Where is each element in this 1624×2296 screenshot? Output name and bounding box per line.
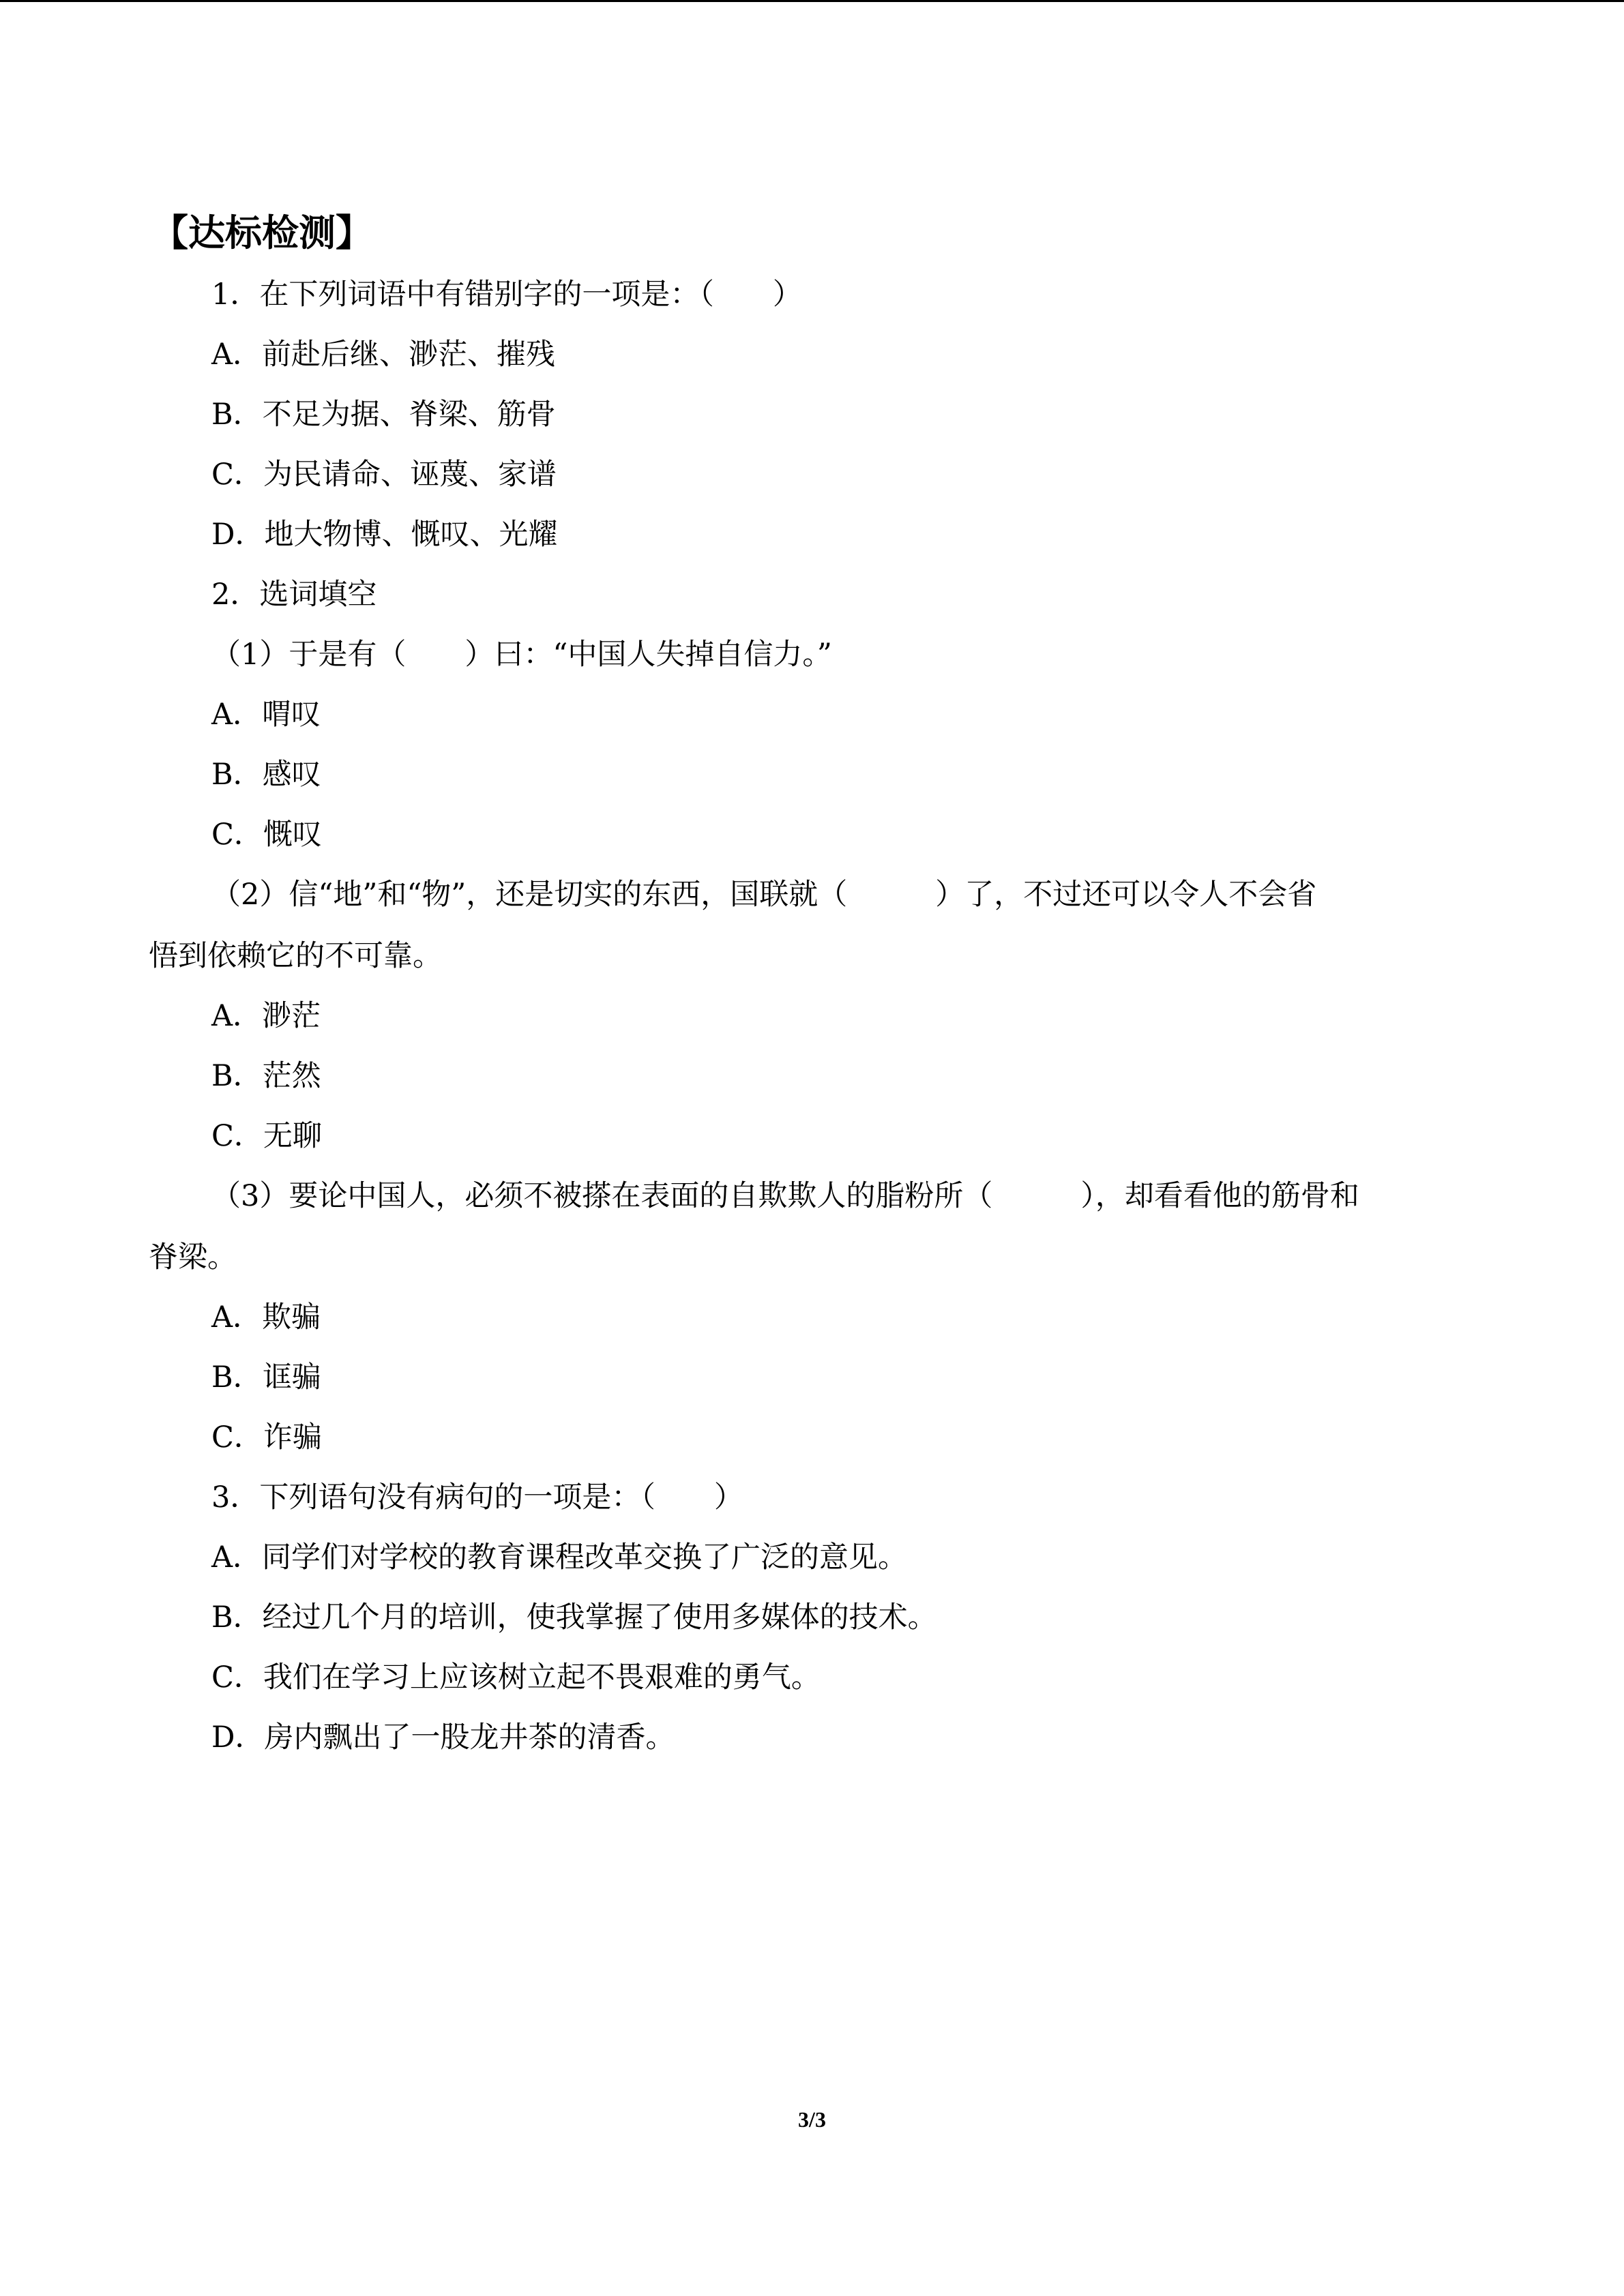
question-2-sub1-option-c: C．慨叹 bbox=[211, 818, 322, 852]
question-2-sub2-option-a: A．渺茫 bbox=[211, 999, 321, 1033]
question-2-sub3-stem-line-2: 脊梁。 bbox=[149, 1240, 237, 1274]
question-3-option-d: D．房内飘出了一股龙井茶的清香。 bbox=[211, 1720, 675, 1755]
question-1-option-c: C．为民请命、诬蔑、家谱 bbox=[211, 458, 557, 492]
question-2-sub2-stem-line-1: （2）信“地”和“物”，还是切实的东西，国联就（ ）了，不过还可以令人不会省 bbox=[211, 878, 1317, 912]
question-1-option-d: D．地大物博、慨叹、光耀 bbox=[211, 518, 558, 552]
question-2-sub1-option-b: B．感叹 bbox=[211, 758, 321, 792]
question-2-sub2-option-b: B．茫然 bbox=[211, 1059, 321, 1093]
question-2-sub3-option-c: C．诈骗 bbox=[211, 1420, 322, 1455]
question-2-stem: 2．选词填空 bbox=[211, 578, 377, 612]
question-1-option-b: B．不足为据、脊梁、筋骨 bbox=[211, 398, 556, 432]
question-2-sub3-option-b: B．诓骗 bbox=[211, 1360, 321, 1395]
question-2-sub3-option-a: A．欺骗 bbox=[211, 1300, 321, 1335]
question-2-sub1-stem: （1）于是有（ ）曰：“中国人失掉自信力。” bbox=[211, 638, 832, 672]
question-3-option-b: B．经过几个月的培训，使我掌握了使用多媒体的技术。 bbox=[211, 1600, 937, 1635]
top-border-rule bbox=[0, 0, 1624, 2]
question-2-sub1-option-a: A．喟叹 bbox=[211, 698, 321, 732]
question-1-stem: 1．在下列词语中有错别字的一项是：（ ） bbox=[211, 278, 802, 312]
question-2-sub2-stem-line-2: 悟到依赖它的不可靠。 bbox=[149, 939, 442, 973]
question-3-option-a: A．同学们对学校的教育课程改革交换了广泛的意见。 bbox=[211, 1540, 908, 1575]
question-3-option-c: C．我们在学习上应该树立起不畏艰难的勇气。 bbox=[211, 1660, 821, 1695]
question-3-stem: 3．下列语句没有病句的一项是：（ ） bbox=[211, 1480, 743, 1515]
section-heading: 【达标检测】 bbox=[151, 211, 372, 254]
question-2-sub2-option-c: C．无聊 bbox=[211, 1119, 322, 1153]
question-2-sub3-stem-line-1: （3）要论中国人，必须不被搽在表面的自欺欺人的脂粉所（ ），却看看他的筋骨和 bbox=[211, 1179, 1359, 1213]
question-1-option-a: A．前赴后继、渺茫、摧残 bbox=[211, 338, 556, 372]
page-number: 3/3 bbox=[798, 2107, 826, 2132]
